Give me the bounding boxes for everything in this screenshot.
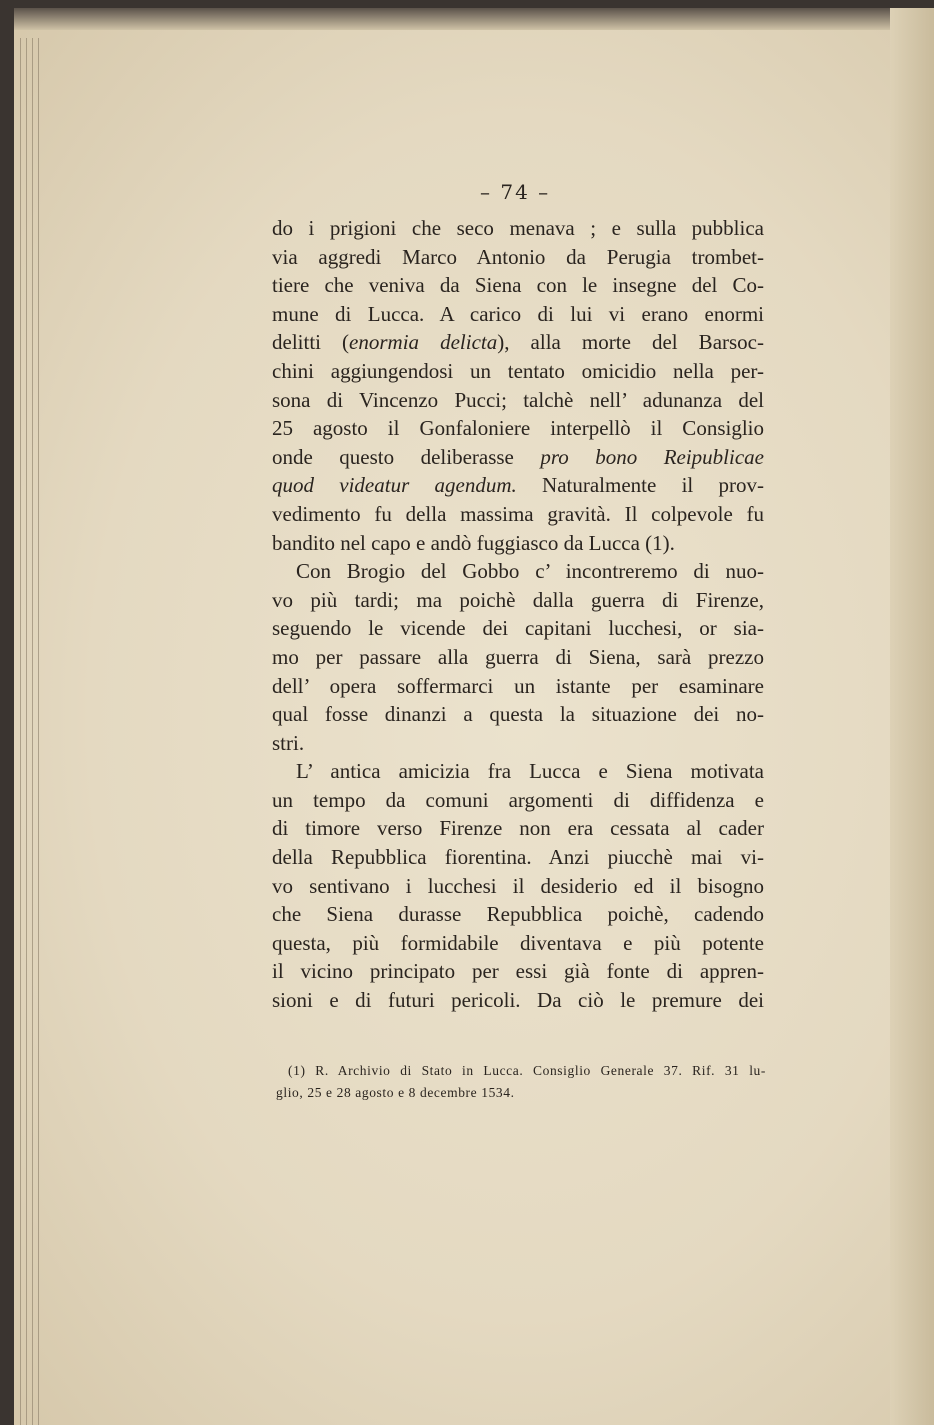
text-line — [272, 414, 764, 443]
text-run: ), alla morte del Barsoc- — [497, 330, 764, 355]
text-line — [272, 557, 764, 586]
text-line — [276, 1082, 766, 1104]
text-line — [272, 700, 764, 729]
text-run: il vicino principato per essi già fonte di appren- — [272, 959, 764, 984]
text-run: sioni e di futuri pericoli. Da ciò le premure dei — [272, 988, 764, 1013]
text-line — [272, 929, 764, 958]
text-run: 25 agosto il Gonfaloniere interpellò il Consiglio — [272, 416, 764, 441]
text-run: questa, più formidabile diventava e più potente — [272, 930, 764, 955]
text-run: un tempo da comuni argomenti di diffidenza e — [272, 787, 764, 812]
text-run: di timore verso Firenze non era cessata al cader — [272, 816, 764, 841]
text-run: (1) R. Archivio di Stato in Lucca. Consiglio Generale 37. Rif. 31 lu- — [288, 1063, 766, 1078]
text-line — [272, 614, 764, 643]
text-line — [272, 729, 764, 758]
text-line — [272, 386, 764, 415]
text-line — [272, 529, 764, 558]
text-run: glio, 25 e 28 agosto e 8 decembre 1534. — [276, 1085, 515, 1100]
body-text — [272, 214, 764, 1015]
text-line — [272, 471, 764, 500]
text-run: Con Brogio del Gobbo c’ incontreremo di nuo- — [296, 559, 764, 584]
italic-text: quod videatur agendum. — [272, 473, 517, 498]
text-line — [272, 500, 764, 529]
page-edge-line — [26, 38, 27, 1425]
page-number: – 74 – — [480, 180, 551, 204]
page-edge-line — [38, 38, 39, 1425]
text-line — [272, 872, 764, 901]
page-edge-line — [32, 38, 33, 1425]
italic-text: pro bono Reipublicae — [540, 444, 764, 469]
text-run: tiere che veniva da Siena con le insegne del Co- — [272, 273, 764, 298]
text-line — [272, 900, 764, 929]
text-line — [272, 586, 764, 615]
text-line — [272, 643, 764, 672]
text-line — [272, 672, 764, 701]
text-run: seguendo le vicende dei capitani lucchesi, or sia- — [272, 616, 764, 641]
text-run: L’ antica amicizia fra Lucca e Siena motivata — [296, 759, 764, 784]
text-run: qual fosse dinanzi a questa la situazione dei no- — [272, 702, 764, 727]
page-right-edge — [890, 8, 934, 1425]
text-line — [272, 957, 764, 986]
text-line — [272, 214, 764, 243]
text-line — [272, 786, 764, 815]
text-line — [272, 243, 764, 272]
text-line — [272, 271, 764, 300]
text-line — [272, 357, 764, 386]
text-run: mune di Lucca. A carico di lui vi erano enormi — [272, 301, 764, 326]
text-run: Naturalmente il prov- — [516, 473, 764, 498]
text-line — [272, 757, 764, 786]
text-run: vedimento fu della massima gravità. Il colpevole fu — [272, 501, 764, 526]
text-run: sona di Vincenzo Pucci; talchè nell’ adunanza del — [272, 387, 764, 412]
text-run: della Repubblica fiorentina. Anzi piucchè mai vi- — [272, 845, 764, 870]
page-edge-line — [20, 38, 21, 1425]
text-line — [272, 328, 764, 357]
text-run: vo più tardi; ma poichè dalla guerra di Firenze, — [272, 587, 764, 612]
text-run: dell’ opera soffermarci un istante per esaminare — [272, 673, 764, 698]
text-line — [272, 300, 764, 329]
text-line — [276, 1060, 766, 1082]
text-run: che Siena durasse Repubblica poichè, cadendo — [272, 902, 764, 927]
text-run: chini aggiungendosi un tentato omicidio nella per- — [272, 358, 764, 383]
text-line — [272, 814, 764, 843]
text-line — [272, 843, 764, 872]
text-line — [272, 443, 764, 472]
text-run: delitti ( — [272, 330, 350, 355]
page-top-shadow — [14, 8, 934, 30]
text-run: via aggredi Marco Antonio da Perugia trombet- — [272, 244, 764, 269]
italic-text: enormia delicta — [349, 330, 498, 355]
text-run: onde questo deliberasse — [272, 444, 541, 469]
text-run: do i prigioni che seco menava ; e sulla pubblica — [272, 216, 764, 240]
text-run: bandito nel capo e andò fuggiasco da Lucca (1). — [272, 530, 675, 555]
text-line — [272, 986, 764, 1015]
text-run: vo sentivano i lucchesi il desiderio ed il bisogno — [272, 873, 764, 898]
text-run: mo per passare alla guerra di Siena, sarà prezzo — [272, 644, 764, 669]
text-run: stri. — [272, 730, 305, 755]
footnotes — [276, 1060, 766, 1104]
